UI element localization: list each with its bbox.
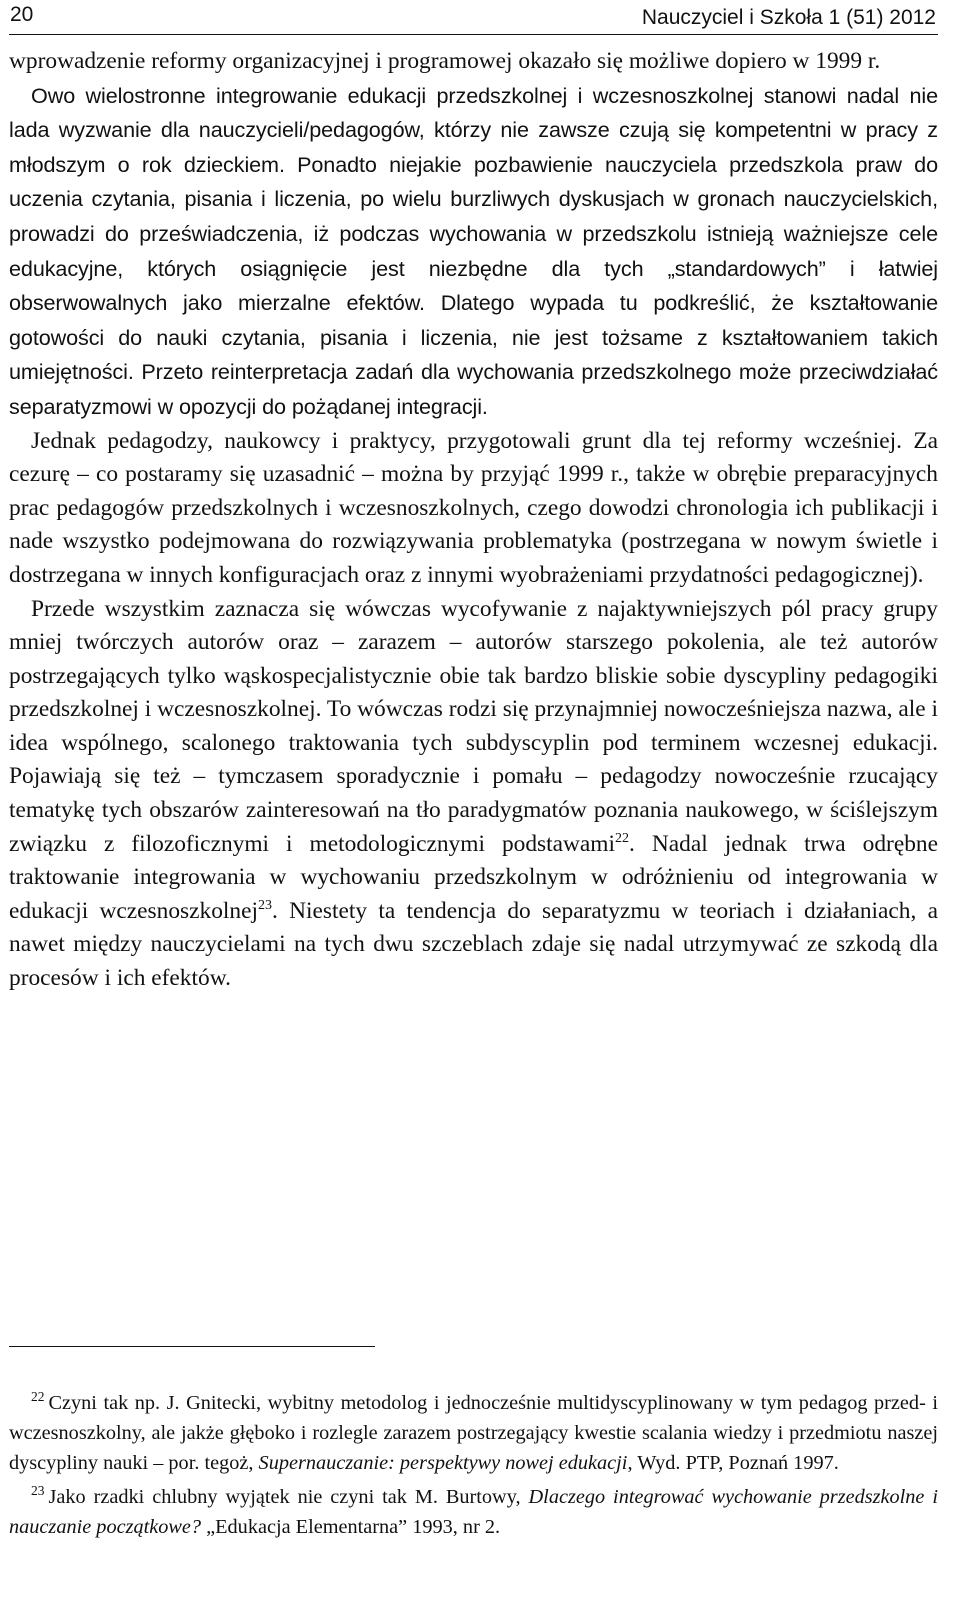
paragraph-3: Jednak pedagodzy, naukowcy i praktycy, przygotowali grunt dla tej reformy wcześniej. Za cezurę – co postaramy się uzasadnić – można by przyjąć 1999 r., także w obrębie preparacyjnych prac pedagogów przedszkolnych i wczesnoszkolnych, czego dowodzi chronologia ich publikacji i nade wszystko podejmowana do rozwiązywania problematyka (postrzegana w nowym świetle i dostrzegana w innych konfiguracjach oraz z innymi wyobrażeniami przydatności pedagogicznej). [9,427,938,588]
footnotes [9,1388,938,1542]
footnote-ref-22[interactable]: 22 [615,830,629,846]
running-header [9,0,938,35]
paragraph-1: wprowadzenie reformy organizacyjnej i programowej okazało się możliwe dopiero w 1999 r. [9,48,881,74]
paragraph-2-sans-run: Owo wielostronne integrowanie edukacji przedszkolnej i wczesnoszkolnej stanowi nadal nie lada wyzwanie dla nauczycieli/pedagogów, którzy nie zawsze czują się kompetentni w pracy z młodszym o rok dzieckiem. [9,82,938,177]
paragraph-4 [9,593,938,996]
paragraph-4-part-a: Przede wszystkim zaznacza się wówczas wycofywanie z najaktywniejszych pól pracy grupy mniej twórczych autorów oraz – zarazem – autorów starszego pokolenia, ale też autorów postrzegających tylko wąskospecjalistycznie obie tak bardzo bliskie sobie dyscypliny pedagogiki przedszkolnej i wczesnoszkolnej. To wówczas rodzi się przynajmniej nowocześniejsza nazwa, ale i idea wspólnego, scalonego traktowania tych subdyscyplin pod terminem wczesnej edukacji. Pojawiają się też – tymczasem sporadycznie i pomału – pedagodzy nowocześnie rzucający tematykę tych obszarów zainteresowań na tło paradygmatów poznania naukowego, w ściślejszym związku z filozoficznymi i metodologicznymi podstawami [9,595,938,857]
footnote-23-source: „Edukacja Elementarna” 1993, nr 2. [206,1516,501,1538]
paragraph-4-part-c: . Niestety ta tendencja do separatyzmu w teoriach i działaniach, a nawet między nauczycielami na tych dwu szczeblach zdaje się nadal utrzymywać ze szkodą dla procesów i ich efektów. [9,897,938,992]
footnote-22 [9,1388,938,1478]
footnote-separator [9,1346,375,1347]
footnote-23-text: Jako rzadki chlubny wyjątek nie czyni tak M. Burtowy, [48,1486,521,1508]
footnote-22-text: Czyni tak np. J. Gnitecki, wybitny metodolog i jednocześnie multidyscyplinowany w tym pedagog przed- i wczesnoszkolny, ale jakże głęboko i rozlegle zarazem postrzegający kwestie scalania wiedzy i przedmiotu naszej dyscypliny nauki – por. tegoż, [9,1392,938,1474]
footnote-23-number: 23 [31,1483,45,1498]
footnote-22-publisher: , Wyd. PTP, Poznań 1997. [627,1452,839,1474]
footnote-22-title: Supernauczanie: perspektywy nowej edukacji [258,1452,628,1474]
footnote-23 [9,1482,938,1542]
paragraph-2-continuation: Ponadto niejakie pozbawienie nauczyciela przedszkola praw do uczenia czytania, pisania i liczenia, po wielu burzliwych dyskusjach w gronach nauczycielskich, prowadzi do przeświadczenia, iż podczas wychowania w przedszkolu istnieją ważniejsze cele edukacyjne, których osiągnięcie jest niezbędne dla tych „standardowych” i łatwiej obserwowalnych jako mierzalne efektów. Dlatego wypada tu podkreślić, że kształtowanie gotowości do nauki czytania, pisania i liczenia, nie jest tożsame z kształtowaniem takich umiejętności. Przeto reinterpretacja zadań dla wychowania przedszkolnego może przeciwdziałać separatyzmowi w opozycji do pożądanej integracji. [9,151,938,419]
main-text [9,45,938,996]
footnote-22-number: 22 [31,1389,45,1404]
paragraph-4-part-b: . Nadal jednak trwa odrębne traktowanie integrowania w wychowaniu przedszkolnym w odróżnieniu od integrowania w edukacji wczesnoszkolnej [9,830,938,924]
footnote-ref-23[interactable]: 23 [257,897,272,913]
page-number: 20 [10,3,34,26]
journal-title: Nauczyciel i Szkoła 1 (51) 2012 [641,6,936,29]
footnote-23-title: Dlaczego integrować wychowanie przedszkolne i nauczanie początkowe? [9,1486,938,1538]
paragraph-2 [9,79,938,425]
